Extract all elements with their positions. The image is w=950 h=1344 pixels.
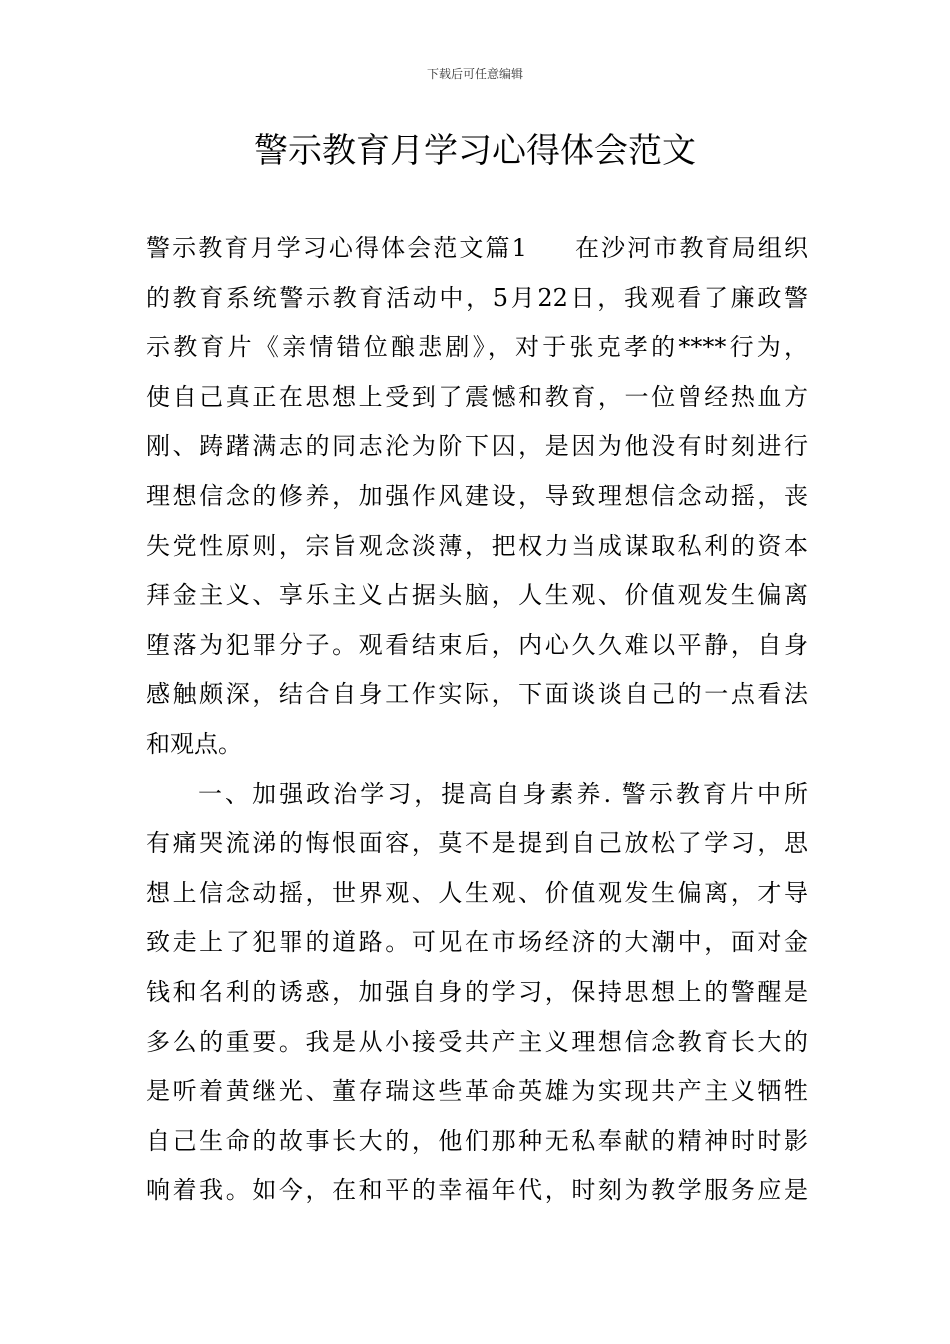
document-body: [146, 224, 808, 1216]
body-line: 一、加强政治学习，提高自身素养. 警示教育片中所: [198, 779, 808, 808]
paragraph-heading: 警示教育月学习心得体会范文篇1: [146, 234, 527, 262]
body-line: 响着我。如今，在和平的幸福年代，时刻为教学服务应是: [146, 1176, 808, 1205]
body-line: 感触颇深，结合自身工作实际，下面谈谈自己的一点看法: [146, 680, 808, 709]
body-line: 想上信念动摇，世界观、人生观、价值观发生偏离，才导: [146, 878, 808, 907]
body-line: 有痛哭流涕的悔恨面容，莫不是提到自己放松了学习，思: [146, 829, 808, 858]
body-line: 自己生命的故事长大的，他们那种无私奉献的精神时时影: [146, 1126, 808, 1155]
body-line: 堕落为犯罪分子。观看结束后，内心久久难以平静，自身: [146, 630, 808, 659]
body-line: 和观点。: [146, 729, 242, 758]
body-line: 的教育系统警示教育活动中，5月22日，我观看了廉政警: [146, 283, 808, 312]
body-line: 失党性原则，宗旨观念淡薄，把权力当成谋取私利的资本: [146, 531, 808, 560]
body-line-text: 在沙河市教育局组织: [572, 234, 809, 262]
body-line: 拜金主义、享乐主义占据头脑，人生观、价值观发生偏离: [146, 581, 808, 610]
body-line: 是听着黄继光、董存瑞这些革命英雄为实现共产主义牺牲: [146, 1077, 808, 1106]
body-line: [146, 224, 808, 274]
body-line: 刚、踌躇满志的同志沦为阶下囚，是因为他没有时刻进行: [146, 432, 808, 461]
body-line: 使自己真正在思想上受到了震憾和教育，一位曾经热血方: [146, 382, 808, 411]
body-line: 多么的重要。我是从小接受共产主义理想信念教育长大的: [146, 1027, 808, 1056]
body-line: 示教育片《亲情错位酿悲剧》，对于张克孝的****行为，: [146, 333, 808, 362]
body-line: 理想信念的修养，加强作风建设，导致理想信念动摇，丧: [146, 481, 808, 510]
body-line: 致走上了犯罪的道路。可见在市场经济的大潮中，面对金: [146, 928, 808, 957]
document-title: 警示教育月学习心得体会范文: [254, 131, 696, 171]
header-note: 下载后可任意编辑: [426, 67, 523, 81]
body-line: 钱和名利的诱惑，加强自身的学习，保持思想上的警醒是: [146, 977, 808, 1006]
